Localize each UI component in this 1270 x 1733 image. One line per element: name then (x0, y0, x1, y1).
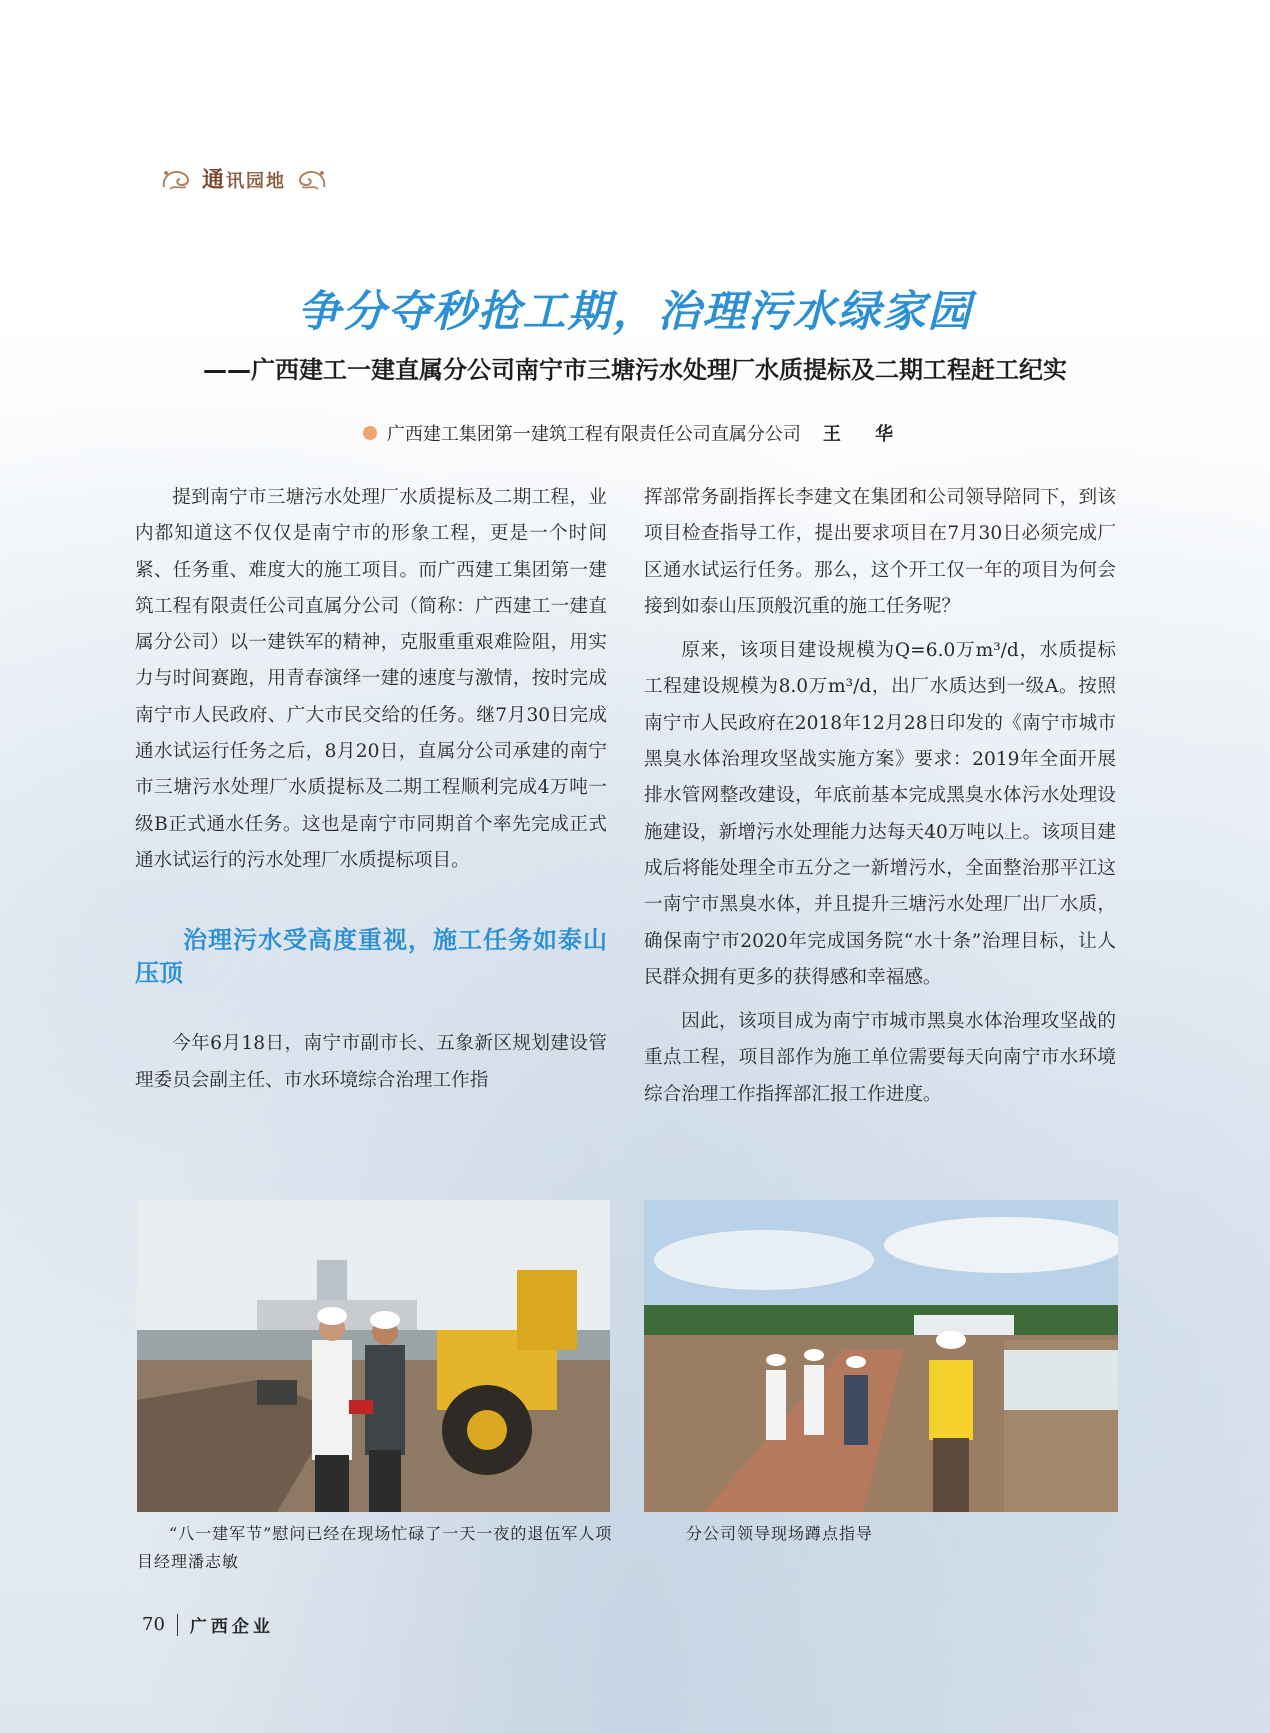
paragraph: 原来，该项目建设规模为Q=6.0万m³/d，水质提标工程建设规模为8.0万m³/d，出厂水质达到一级A。按照南宁市人民政府在2018年12月28日印发的《南宁市城市黑臭水体治理攻坚战实施方案》要求：2019年全面开展排水管网整改建设，年底前基本完成黑臭水体污水处理设施建设，新增污水处理能力达每天40万吨以上。该项目建成后将能处理全市五分之一新增污水，全面整治那平江这一南宁市黑臭水体，并且提升三塘污水处理厂出厂水质，确保南宁市2020年完成国务院“水十条”治理目标，让人民群众拥有更多的获得感和幸福感。 (644, 640, 1116, 988)
article-subtitle: ——广西建工一建直属分公司南宁市三塘污水处理厂水质提标及二期工程赶工纪实 (203, 356, 1067, 384)
section-tag-label: 通讯园地 (202, 167, 287, 193)
photo-site-visit (137, 1200, 610, 1512)
section-heading: 治理污水受高度重视，施工任务如泰山压顶 (135, 926, 607, 988)
article-title: 争分夺秒抢工期，治理污水绿家园 (297, 287, 973, 337)
photo-caption-2: 分公司领导现场蹲点指导 (686, 1524, 874, 1543)
section-tag (160, 158, 340, 198)
paragraph: 今年6月18日，南宁市副市长、五象新区规划建设管理委员会副主任、市水环境综合治理工作指 (135, 1033, 607, 1091)
ornament-left-icon (160, 163, 196, 193)
bullet-dot-icon (363, 426, 377, 440)
byline-author: 王 华 (822, 424, 908, 445)
ornament-right-icon (292, 163, 328, 193)
byline-org: 广西建工集团第一建筑工程有限责任公司直属分公司 (386, 424, 801, 445)
magazine-name: 广西企业 (189, 1617, 274, 1637)
footer-divider (177, 1614, 178, 1636)
left-column (135, 480, 607, 1099)
right-column (644, 480, 1116, 1113)
paragraph: 因此，该项目成为南宁市城市黑臭水体治理攻坚战的重点工程，项目部作为施工单位需要每天向南宁市水环境综合治理工作指挥部汇报工作进度。 (644, 1011, 1116, 1105)
byline (0, 420, 1270, 446)
page-footer (142, 1612, 274, 1637)
photo-leaders-inspection (644, 1200, 1118, 1512)
photo-caption-1: “八一建军节”慰问已经在现场忙碌了一天一夜的退伍军人项目经理潘志敏 (137, 1524, 613, 1571)
page-number: 70 (142, 1614, 165, 1635)
paragraph: 挥部常务副指挥长李建文在集团和公司领导陪同下，到该项目检查指导工作，提出要求项目在7月30日必须完成厂区通水试运行任务。那么，这个开工仅一年的项目为何会接到如泰山压顶般沉重的施工任务呢？ (644, 487, 1116, 617)
paragraph: 提到南宁市三塘污水处理厂水质提标及二期工程，业内都知道这不仅仅是南宁市的形象工程，更是一个时间紧、任务重、难度大的施工项目。而广西建工集团第一建筑工程有限责任公司直属分公司（简称：广西建工一建直属分公司）以一建铁军的精神，克服重重艰难险阻，用实力与时间赛跑，用青春演绎一建的速度与激情，按时完成南宁市人民政府、广大市民交给的任务。继7月30日完成通水试运行任务之后，8月20日，直属分公司承建的南宁市三塘污水处理厂水质提标及二期工程顺利完成4万吨一级B正式通水任务。这也是南宁市同期首个率先完成正式通水试运行的污水处理厂水质提标项目。 (135, 487, 607, 871)
